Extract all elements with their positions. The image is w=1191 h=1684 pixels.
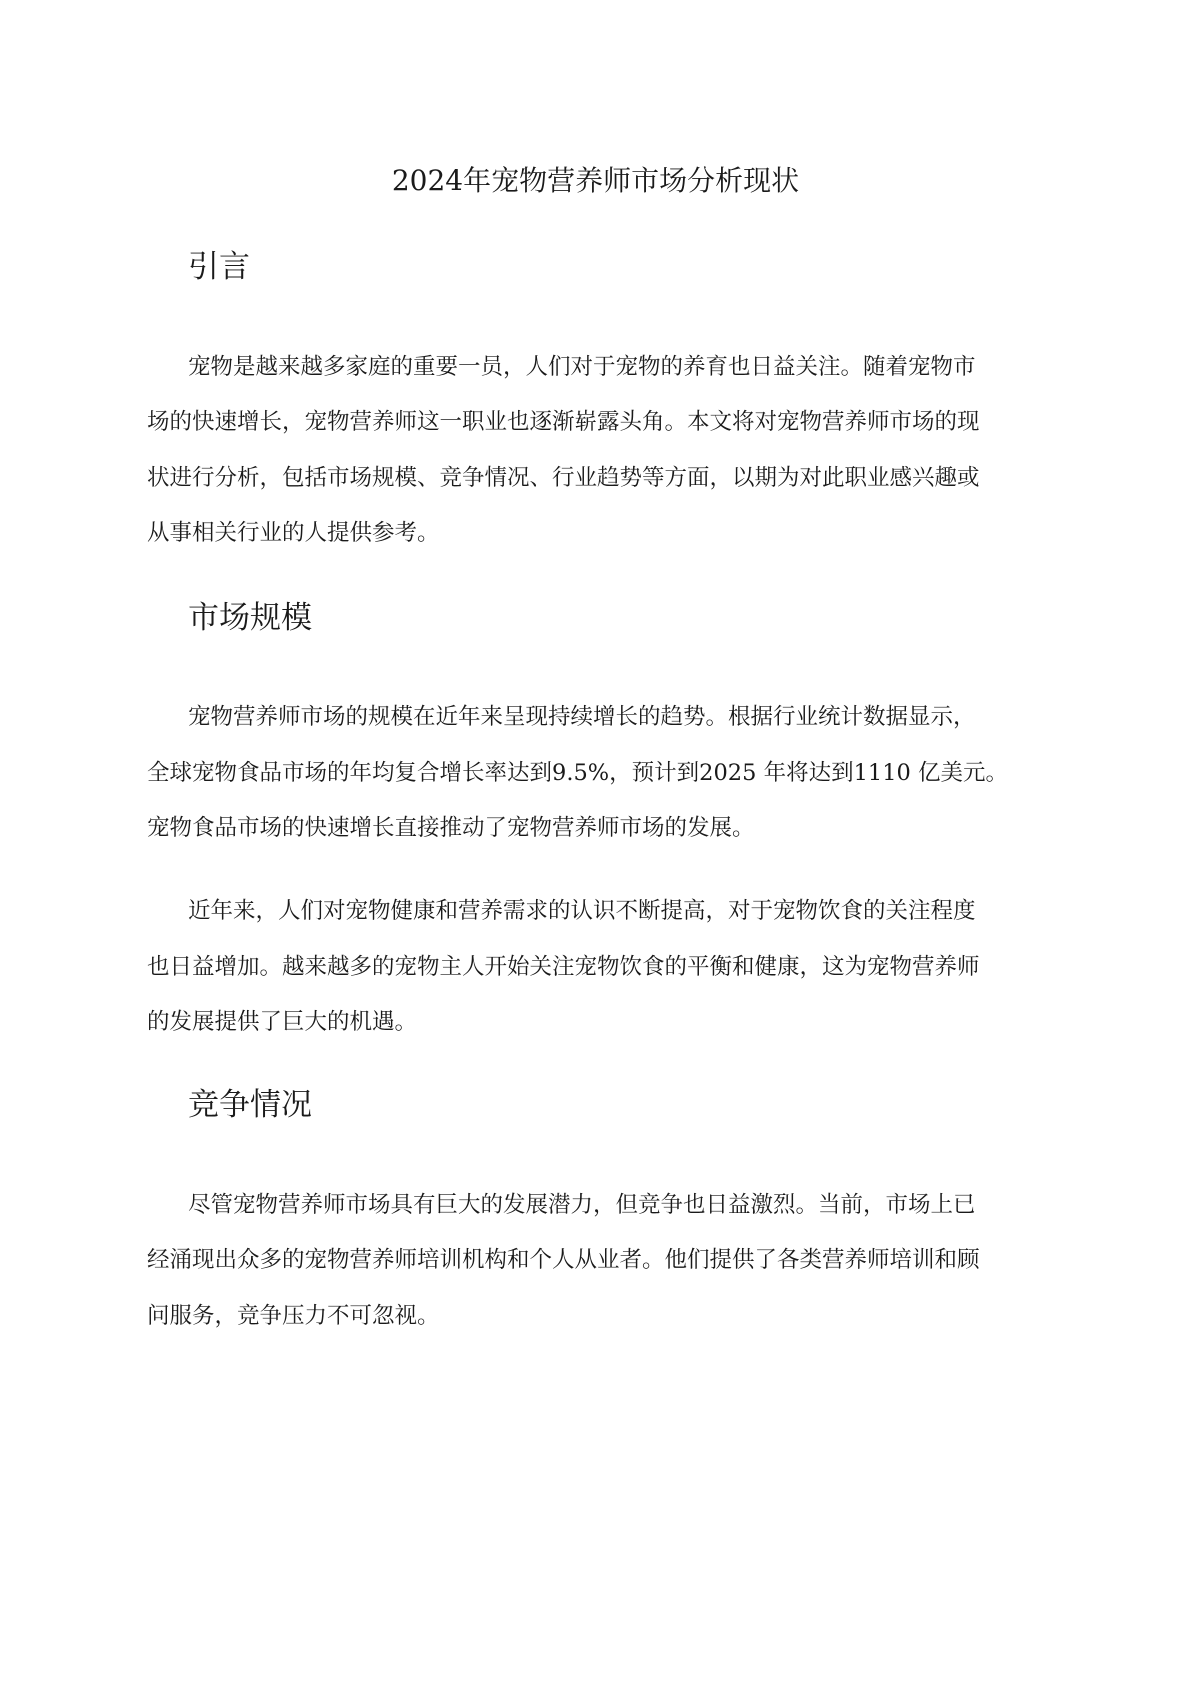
paragraph-line: 场的快速增长，宠物营养师这一职业也逐渐崭露头角。本文将对宠物营养师市场的现 (147, 409, 980, 435)
section-heading-introduction: 引言 (188, 249, 250, 285)
paragraph-line: 近年来，人们对宠物健康和营养需求的认识不断提高，对于宠物饮食的关注程度 (188, 898, 976, 924)
paragraph-line: 经涌现出众多的宠物营养师培训机构和个人从业者。他们提供了各类营养师培训和顾 (147, 1247, 980, 1273)
paragraph-line: 从事相关行业的人提供参考。 (147, 520, 440, 546)
paragraph-line: 宠物食品市场的快速增长直接推动了宠物营养师市场的发展。 (147, 815, 755, 841)
paragraph-line: 也日益增加。越来越多的宠物主人开始关注宠物饮食的平衡和健康，这为宠物营养师 (147, 954, 980, 980)
paragraph-line: 问服务，竞争压力不可忽视。 (147, 1303, 440, 1329)
paragraph-line: 尽管宠物营养师市场具有巨大的发展潜力，但竞争也日益激烈。当前，市场上已 (188, 1192, 976, 1218)
document-title: 2024年宠物营养师市场分析现状 (391, 164, 800, 197)
paragraph-line: 的发展提供了巨大的机遇。 (147, 1009, 418, 1035)
paragraph-line: 全球宠物食品市场的年均复合增长率达到9.5%，预计到2025 年将达到1110 亿美元。 (147, 760, 1008, 786)
paragraph-line: 宠物是越来越多家庭的重要一员，人们对于宠物的养育也日益关注。随着宠物市 (188, 354, 976, 380)
paragraph-line: 宠物营养师市场的规模在近年来呈现持续增长的趋势。根据行业统计数据显示， (188, 704, 976, 730)
section-heading-market-size: 市场规模 (188, 600, 312, 636)
section-heading-competition: 竞争情况 (188, 1087, 312, 1123)
paragraph-line: 状进行分析，包括市场规模、竞争情况、行业趋势等方面，以期为对此职业感兴趣或 (147, 465, 980, 491)
